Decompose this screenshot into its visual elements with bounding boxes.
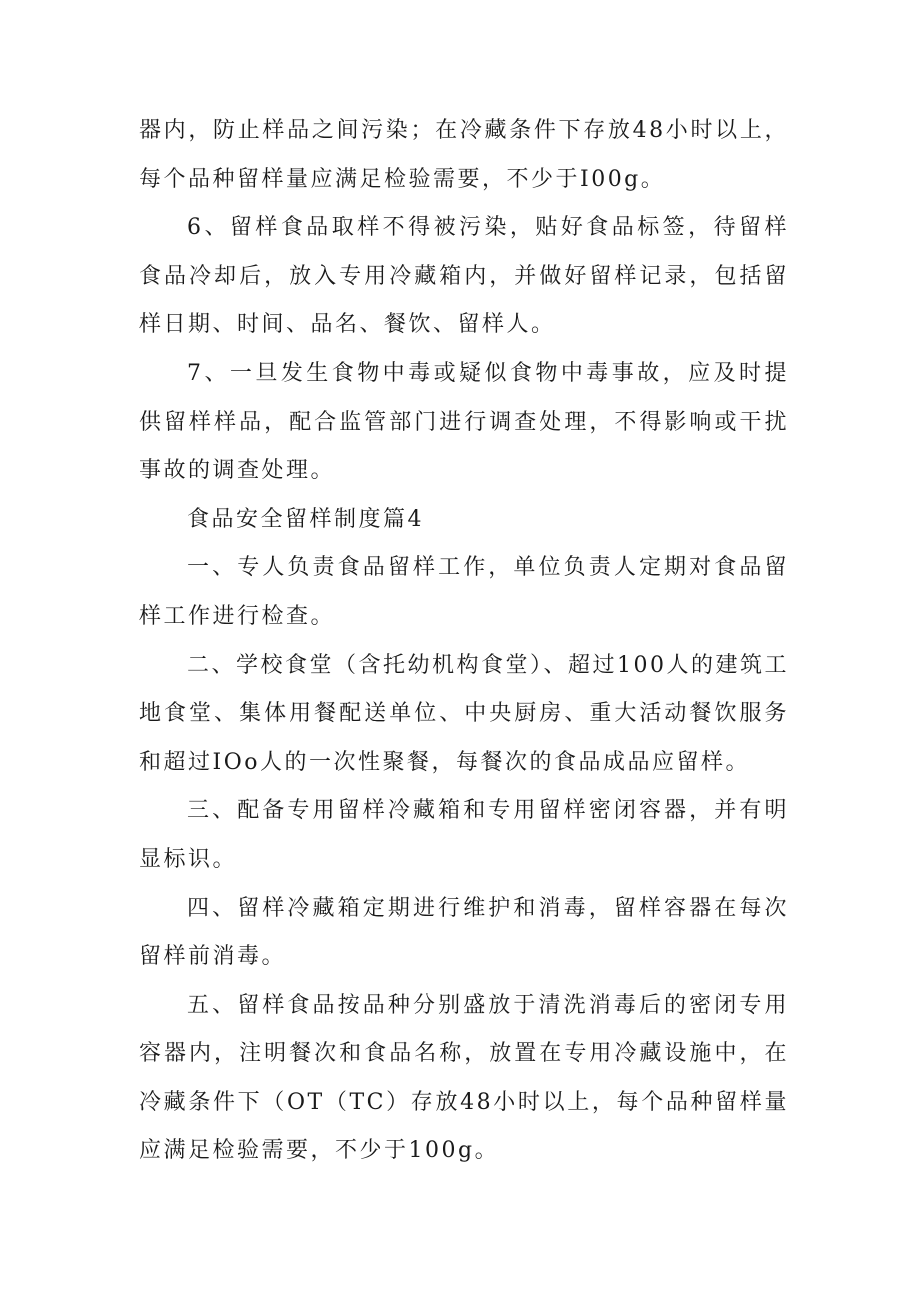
paragraph-item-3: 三、配备专用留样冷藏箱和专用留样密闭容器，并有明显标识。 [139,798,789,872]
paragraph-item-1: 一、专人负责食品留样工作，单位负责人定期对食品留样工作进行检查。 [139,555,789,629]
paragraph-item-7: 7、一旦发生食物中毒或疑似食物中毒事故，应及时提供留样样品，配合监管部门进行调查处理，不得影响或干扰事故的调查处理。 [139,360,789,484]
document-body [139,107,789,1176]
section-heading: 食品安全留样制度篇4 [187,506,424,532]
paragraph-continuation: 器内，防止样品之间污染；在冷藏条件下存放48小时以上，每个品种留样量应满足检验需要，不少于I00g。 [139,118,789,192]
paragraph-item-5: 五、留样食品按品种分别盛放于清洗消毒后的密闭专用容器内，注明餐次和食品名称，放置在专用冷藏设施中，在冷藏条件下（OT（TC）存放48小时以上，每个品种留样量应满足检验需要，不少于100g。 [139,992,789,1164]
paragraph-item-4: 四、留样冷藏箱定期进行维护和消毒，留样容器在每次留样前消毒。 [139,895,789,970]
paragraph-item-2: 二、学校食堂（含托幼机构食堂）、超过100人的建筑工地食堂、集体用餐配送单位、中央厨房、重大活动餐饮服务和超过IOo人的一次性聚餐，每餐次的食品成品应留样。 [139,652,789,775]
paragraph-item-6: 6、留样食品取样不得被污染，贴好食品标签，待留样食品冷却后，放入专用冷藏箱内，并做好留样记录，包括留样日期、时间、品名、餐饮、留样人。 [139,215,789,338]
